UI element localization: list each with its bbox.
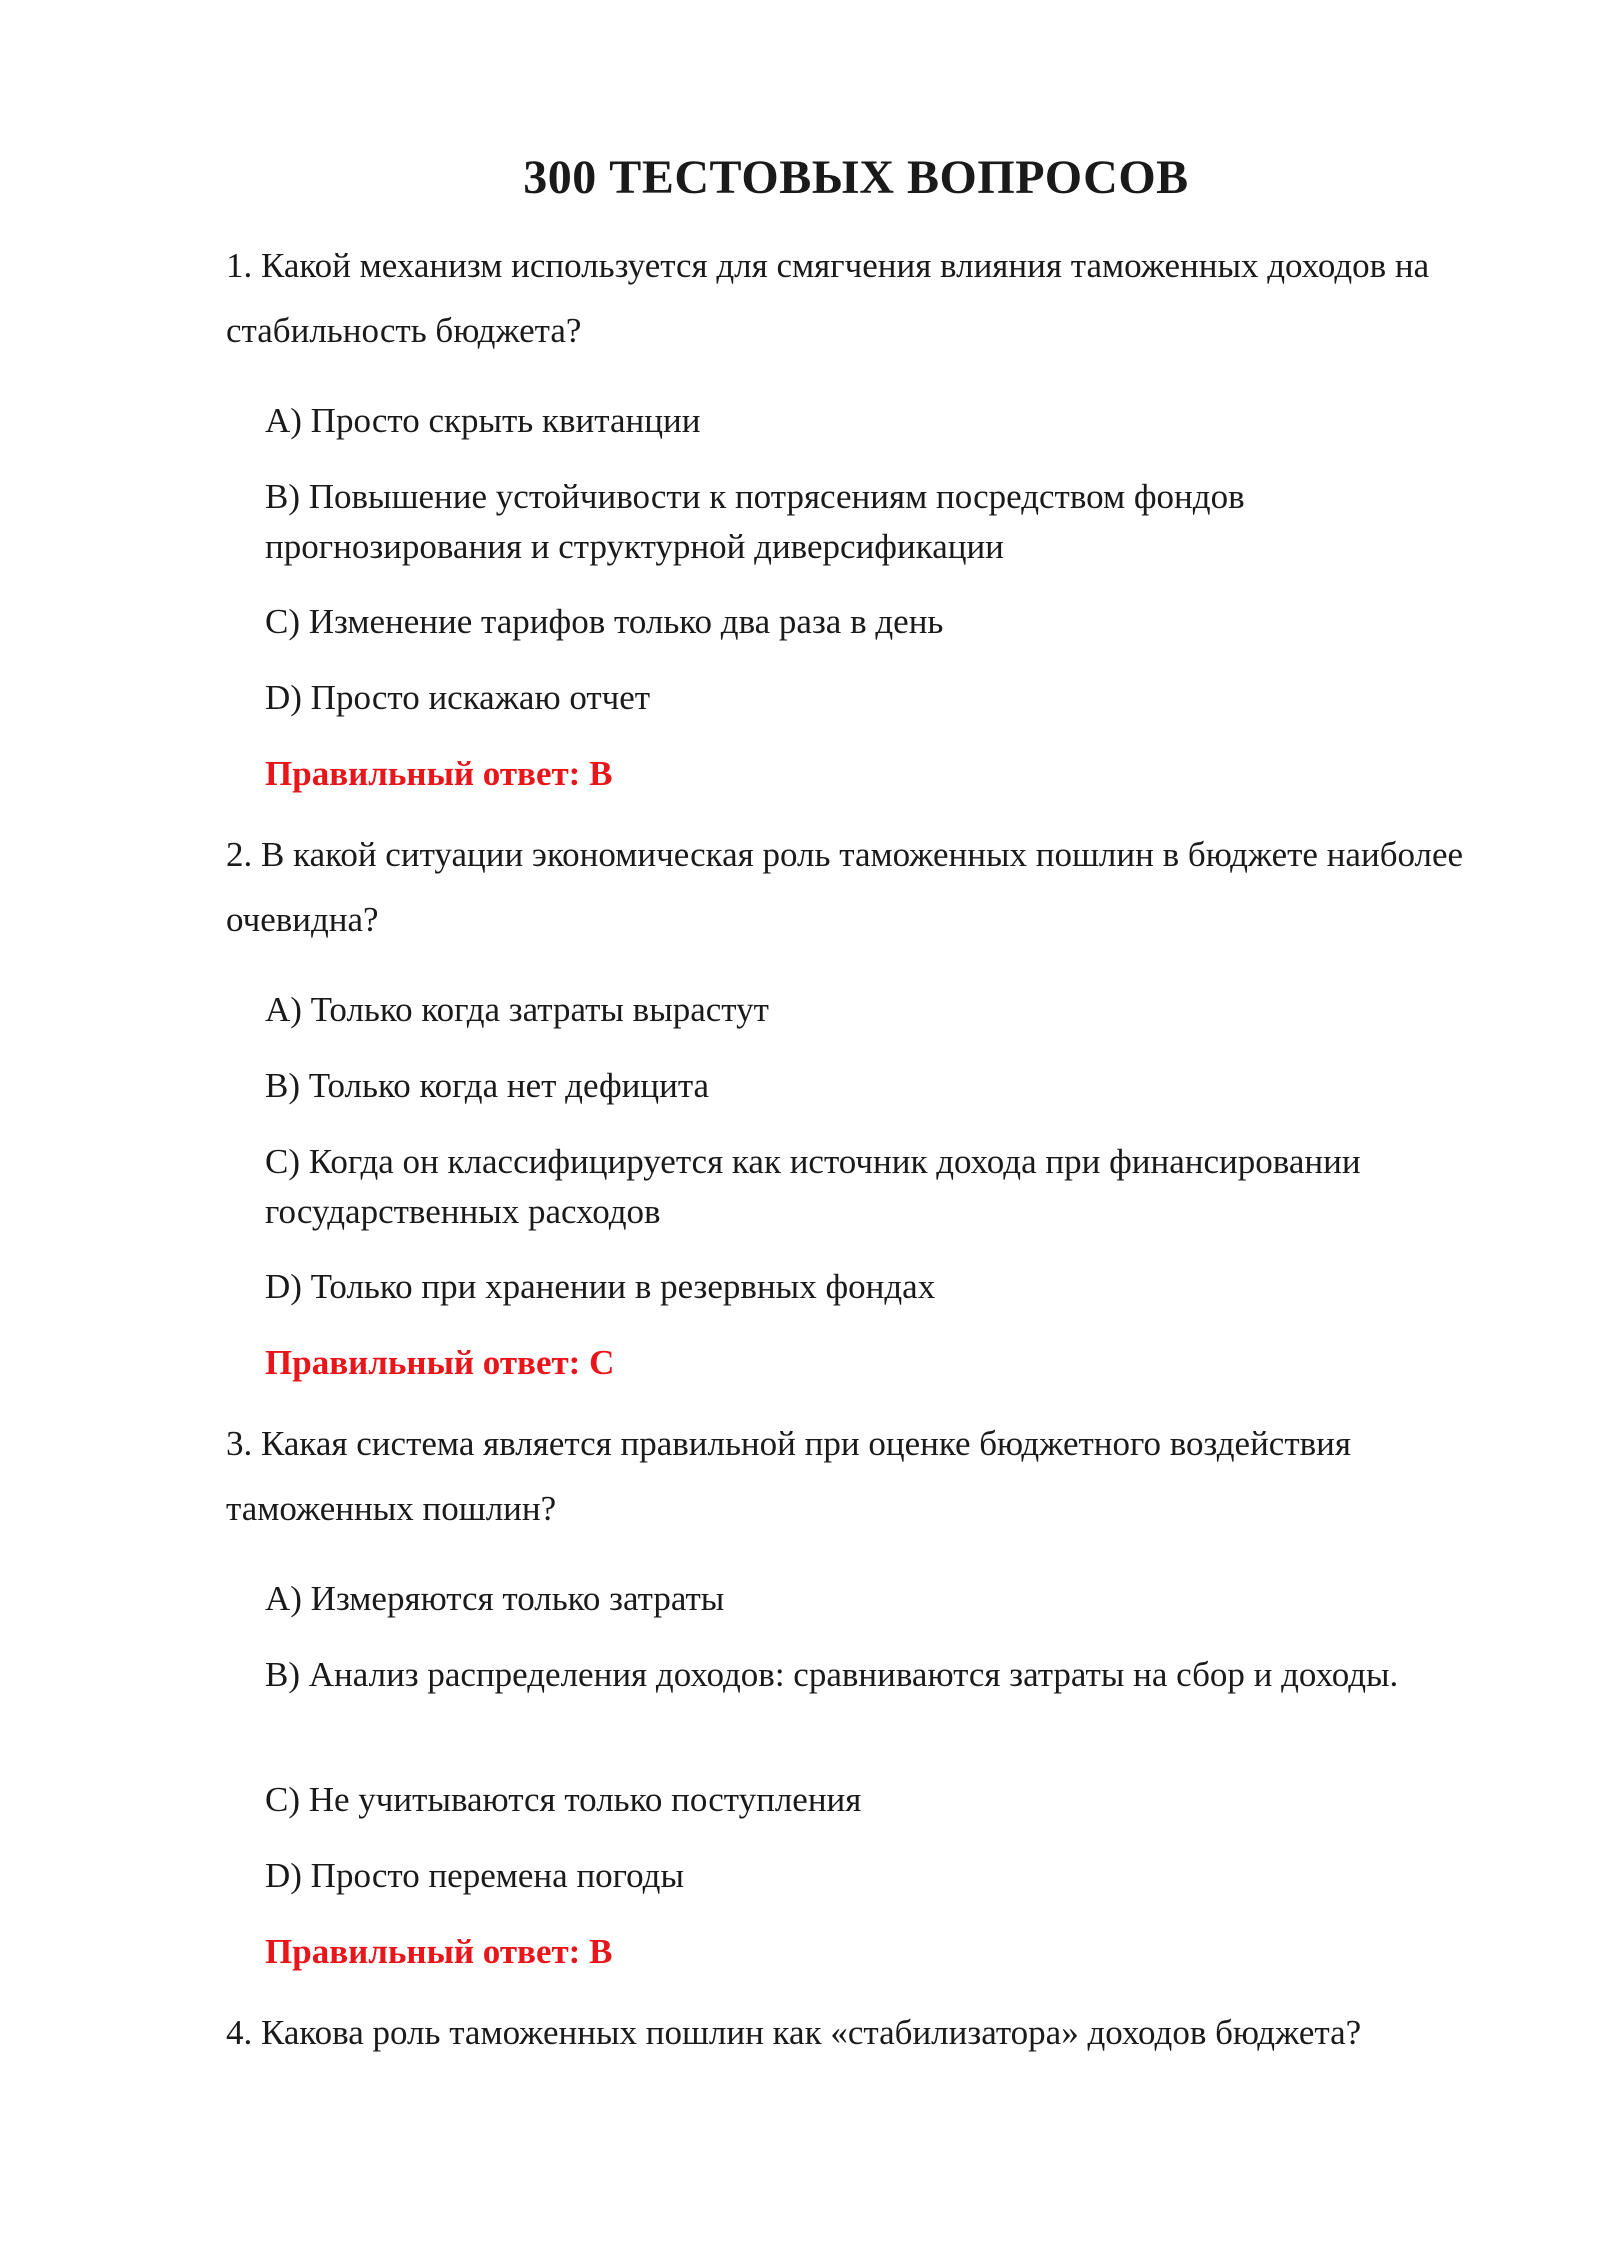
question-1: 1. Какой механизм используется для смягчения влияния таможенных доходов на стабильность бюджета? — [226, 246, 1430, 350]
question-3: 3. Какая система является правильной при оценке бюджетного воздействия таможенных пошлин? — [226, 1424, 1351, 1528]
question-1-option-c: C) Изменение тарифов только два раза в день — [265, 602, 944, 641]
question-3-option-a: A) Измеряются только затраты — [265, 1579, 725, 1618]
question-3-option-b: B) Анализ распределения доходов: сравниваются затраты на сбор и доходы. — [265, 1655, 1399, 1694]
question-1-correct-answer: Правильный ответ: B — [265, 754, 613, 793]
question-2-option-a: A) Только когда затраты вырастут — [265, 990, 769, 1029]
question-3-option-c: C) Не учитываются только поступления — [265, 1780, 862, 1819]
question-2-option-d: D) Только при хранении в резервных фондах — [265, 1267, 936, 1306]
question-3-option-d: D) Просто перемена погоды — [265, 1856, 684, 1895]
question-3-correct-answer: Правильный ответ: B — [265, 1932, 613, 1971]
question-2-correct-answer: Правильный ответ: C — [265, 1343, 615, 1382]
question-2-option-b: B) Только когда нет дефицита — [265, 1066, 710, 1105]
question-1-option-b: B) Повышение устойчивости к потрясениям посредством фондов прогнозирования и структурной диверсификации — [265, 477, 1245, 566]
question-1-option-d: D) Просто искажаю отчет — [265, 678, 651, 717]
question-2-option-c: C) Когда он классифицируется как источник дохода при финансировании государственных расходов — [265, 1142, 1361, 1231]
document-title: 300 ТЕСТОВЫХ ВОПРОСОВ — [523, 151, 1189, 204]
question-4: 4. Какова роль таможенных пошлин как «стабилизатора» доходов бюджета? — [226, 2013, 1362, 2052]
question-2: 2. В какой ситуации экономическая роль таможенных пошлин в бюджете наиболее очевидна? — [226, 835, 1464, 939]
question-1-option-a: A) Просто скрыть квитанции — [265, 401, 701, 440]
